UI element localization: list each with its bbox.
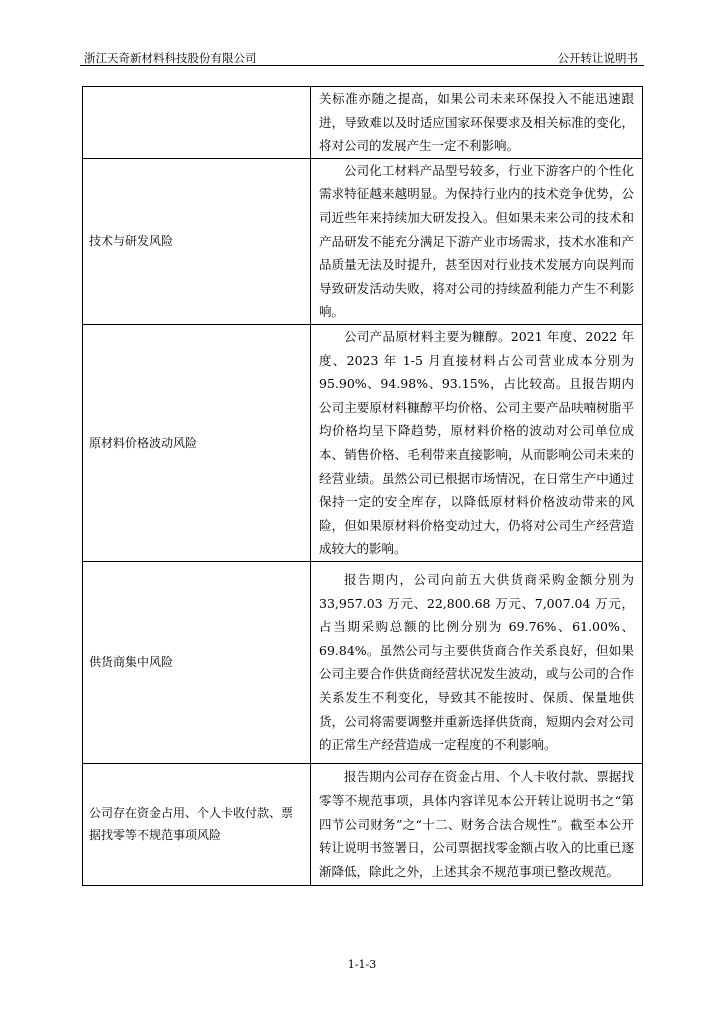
table-row — [83, 87, 643, 159]
risk-description-cell — [311, 561, 643, 763]
document-title: 公开转让说明书 — [557, 51, 638, 65]
risk-name: 公司存在资金占用、个人卡收付款、票据找零等不规范事项风险 — [83, 763, 311, 885]
risk-description: 关标准亦随之提高，如果公司未来环保投入不能迅速跟进，导致难以及时适应国家环保要求及相关标准的变化，将对公司的发展产生一定不利影响。 — [319, 91, 634, 154]
table-row — [83, 158, 643, 324]
risk-name: 技术与研发风险 — [83, 158, 311, 324]
risk-description: 公司产品原材料主要为糠醇。2021 年度、2022 年度、2023 年 1-5 月直接材料占公司营业成本分别为 95.90%、94.98%、93.15%，占比较高。且报告期内公司主要原材料糠醇平均价格、公司主要产品呋喃树脂平均价格均呈下降趋势，原材料价格的波动对公司单位成本、销售价格、毛利带来直接影响，从而影响公司未来的经营业绩。虽然公司已根据市场情况，在日常生产中通过保持一定的安全库存，以降低原材料价格波动带来的风险，但如果原材料价格变动过大，仍将对公司生产经营造成较大的影响。 — [319, 328, 634, 557]
company-name: 浙江天奇新材料科技股份有限公司 — [84, 51, 257, 65]
risk-description: 报告期内公司存在资金占用、个人卡收付款、票据找零等不规范事项，具体内容详见本公开转让说明书之“第四节公司财务”之“十二、财务合法合规性”。截至本公开转让说明书签署日，公司票据找零金额占收入的比重已逐渐降低，除此之外，上述其余不规范事项已整改规范。 — [319, 769, 634, 879]
risk-name — [83, 87, 311, 159]
page-header — [80, 44, 644, 66]
risk-description-cell — [311, 324, 643, 561]
risk-description: 报告期内，公司向前五大供货商采购金额分别为 33,957.03 万元、22,800.68 万元、7,007.04 万元，占当期采购总额的比例分别为 69.76%、61.00%、69.84%。虽然公司与主要供货商合作关系良好，但如果公司主要合作供货商经营状况发生波动，或与公司的合作关系发生不利变化，导致其不能按时、保质、保量地供货，公司将需要调整并重新选择供货商，短期内会对公司的正常生产经营造成一定程度的不利影响。 — [319, 572, 634, 753]
risk-description-cell — [311, 158, 643, 324]
page-number: 1-1-3 — [347, 958, 377, 971]
risk-name: 供货商集中风险 — [83, 561, 311, 763]
table-row — [83, 324, 643, 561]
risk-name: 原材料价格波动风险 — [83, 324, 311, 561]
risk-table — [82, 86, 643, 886]
risk-description-cell — [311, 87, 643, 159]
table-row — [83, 561, 643, 763]
table-row — [83, 763, 643, 885]
header-rule — [80, 65, 644, 66]
risk-description: 公司化工材料产品型号较多，行业下游客户的个性化需求特征越来越明显。为保持行业内的技术竞争优势，公司近些年来持续加大研发投入。但如果未来公司的技术和产品研发不能充分满足下游产业市场需求，技术水准和产品质量无法及时提升，甚至因对行业技术发展方向误判而导致研发活动失败，将对公司的持续盈利能力产生不利影响。 — [319, 162, 634, 320]
risk-description-cell — [311, 763, 643, 885]
